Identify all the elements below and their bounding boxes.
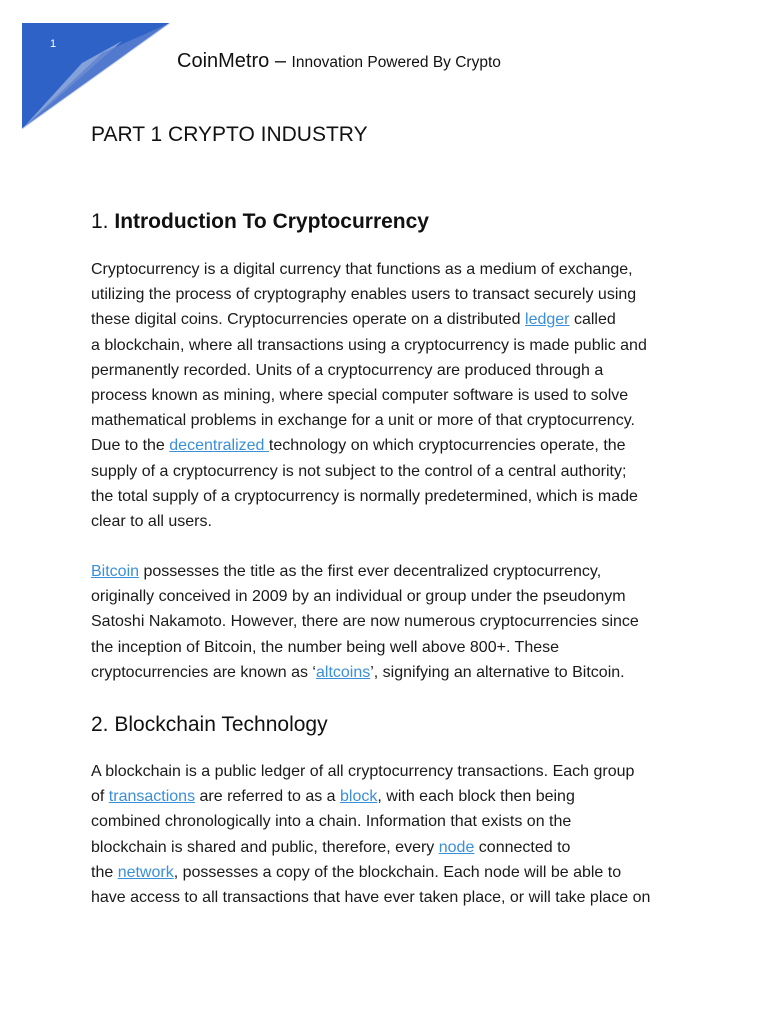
link-node[interactable]: node: [438, 838, 475, 856]
corner-decoration: [22, 23, 170, 129]
link-block[interactable]: block: [340, 788, 378, 806]
text-line: process known as mining, where special computer software is used to solve: [91, 387, 629, 405]
text-span: these digital coins. Cryptocurrencies operate on a distributed: [91, 311, 526, 329]
text-line: the inception of Bitcoin, the number being well above 800+. These: [91, 638, 560, 656]
text-line: Cryptocurrency is a digital currency that functions as a medium of exchange,: [91, 261, 633, 278]
text-line: permanently recorded. Units of a cryptocurrency are produced through a: [91, 361, 604, 379]
section2-heading: 2. Blockchain Technology: [91, 713, 328, 736]
text-line: combined chronologically into a chain. Information that exists on the: [91, 813, 572, 831]
text-line: [91, 784, 691, 809]
text-line: A blockchain is a public ledger of all cryptocurrency transactions. Each group: [91, 763, 635, 780]
link-network[interactable]: network: [117, 863, 174, 881]
page-number: 1: [50, 38, 57, 50]
text-line: mathematical problems in exchange for a unit or more of that cryptocurrency.: [91, 412, 635, 430]
text-line: clear to all users.: [91, 513, 212, 531]
text-span: technology on which cryptocurrencies operate, the: [268, 437, 626, 455]
text-span: ’, signifying an alternative to Bitcoin.: [370, 663, 625, 681]
section1-title: Introduction To Cryptocurrency: [114, 210, 429, 233]
text-line: have access to all transactions that have ever taken place, or will take place on: [91, 889, 651, 907]
document-header: [177, 50, 501, 73]
text-line: originally conceived in 2009 by an individual or group under the pseudonym: [91, 588, 626, 606]
link-bitcoin[interactable]: Bitcoin: [91, 563, 140, 580]
text-line: Satoshi Nakamoto. However, there are now numerous cryptocurrencies since: [91, 613, 639, 631]
text-span: connected to: [474, 838, 571, 856]
text-line: [91, 835, 691, 860]
text-line: the total supply of a cryptocurrency is normally predetermined, which is made: [91, 487, 638, 505]
text-span: cryptocurrencies are known as ‘: [91, 663, 316, 681]
text-line: a blockchain, where all transactions using a cryptocurrency is made public and: [91, 336, 647, 354]
text-line: [91, 433, 691, 458]
text-span: Due to the: [91, 437, 170, 455]
section1-heading: [91, 210, 429, 234]
text-span: of: [91, 788, 109, 806]
text-span: are referred to as a: [195, 788, 341, 806]
header-tagline: Innovation Powered By Crypto: [291, 54, 501, 71]
section1-paragraph-1: [91, 257, 691, 534]
text-line: [91, 660, 691, 685]
link-transactions[interactable]: transactions: [108, 788, 196, 806]
link-ledger[interactable]: ledger: [525, 311, 570, 329]
text-line: [91, 559, 691, 584]
section1-paragraph-2: [91, 559, 691, 685]
header-dash: –: [269, 50, 292, 72]
text-line: [91, 307, 691, 332]
text-span: possesses the title as the first ever decentralized cryptocurrency,: [139, 563, 602, 580]
section2-paragraph-1: [91, 759, 691, 910]
text-line: [91, 860, 691, 885]
part-title: PART 1 CRYPTO INDUSTRY: [91, 123, 368, 146]
text-span: blockchain is shared and public, therefore, every: [91, 838, 439, 856]
link-decentralized[interactable]: decentralized: [169, 437, 269, 455]
link-altcoins[interactable]: altcoins: [315, 663, 371, 681]
text-line: supply of a cryptocurrency is not subject to the control of a central authority;: [91, 462, 627, 480]
text-span: , possesses a copy of the blockchain. Each node will be able to: [173, 863, 622, 881]
text-span: the: [91, 863, 118, 881]
section1-number: 1.: [91, 210, 115, 233]
text-line: utilizing the process of cryptography enables users to transact securely using: [91, 286, 637, 304]
text-span: called: [569, 311, 616, 329]
text-span: , with each block then being: [377, 788, 575, 806]
brand-name: CoinMetro: [177, 50, 270, 72]
